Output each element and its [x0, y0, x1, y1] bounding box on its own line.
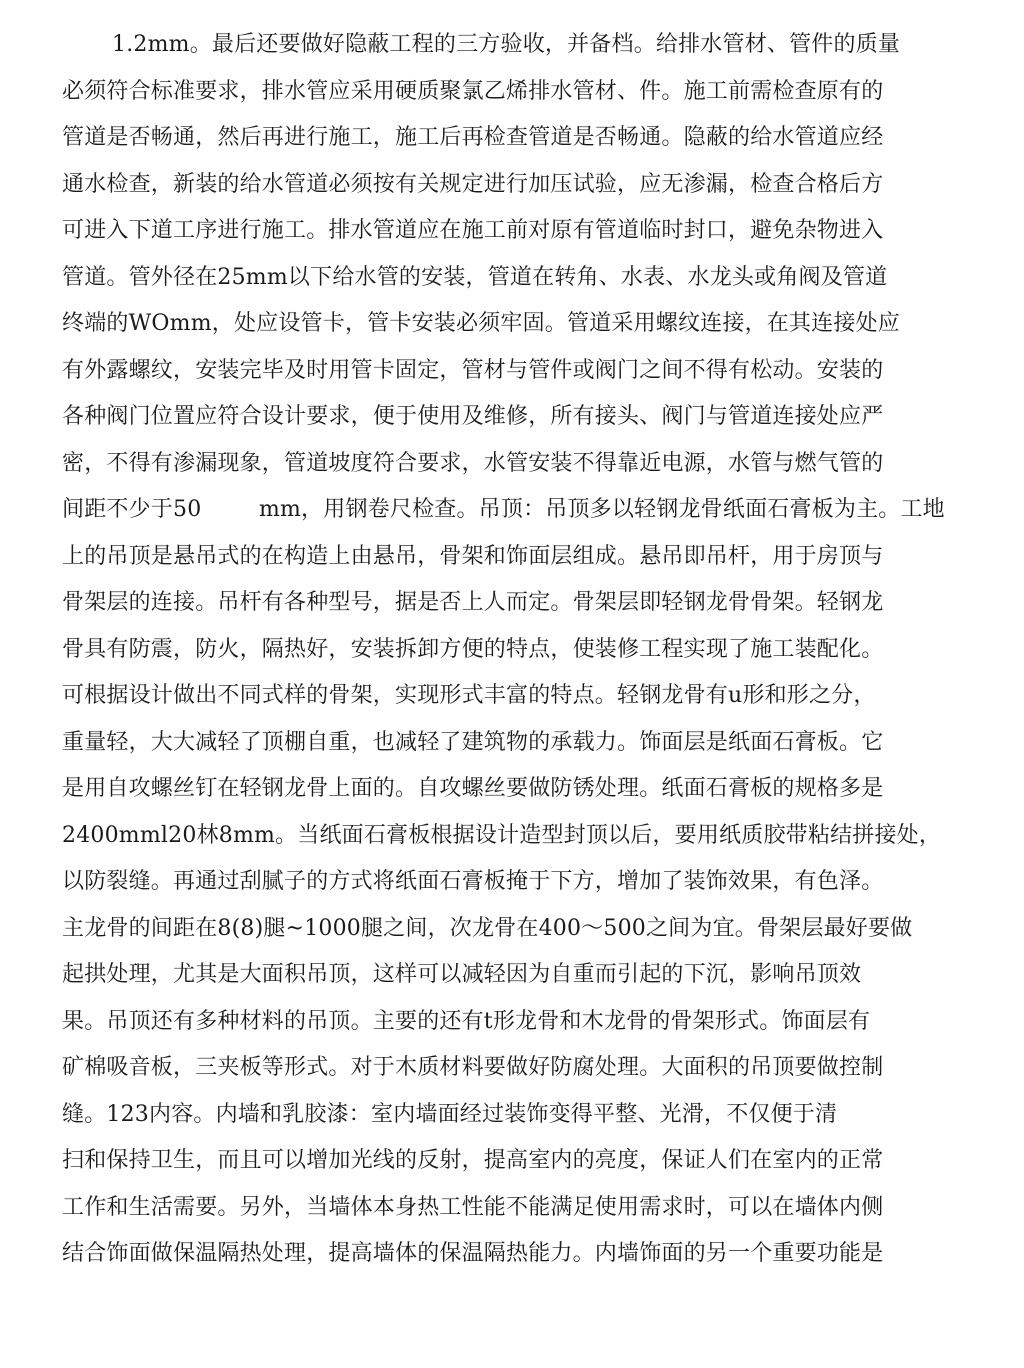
text-line: 密，不得有渗漏现象，管道坡度符合要求，水管安装不得靠近电源，水管与燃气管的: [62, 450, 884, 476]
text-line: 必须符合标准要求，排水管应采用硬质聚氯乙烯排水管材、件。施工前需检查原有的: [62, 78, 884, 104]
text-line: 矿棉吸音板，三夹板等形式。对于木质材料要做好防腐处理。大面积的吊顶要做控制: [62, 1055, 884, 1080]
text-line: 可根据设计做出不同式样的骨架，实现形式丰富的特点。轻钢龙骨有u形和形之分，: [62, 683, 876, 708]
text-line: 通水检查，新装的给水管道必须按有关规定进行加压试验，应无渗漏，检查合格后方: [62, 171, 884, 197]
text-line: 结合饰面做保温隔热处理，提高墙体的保温隔热能力。内墙饰面的另一个重要功能是: [62, 1241, 884, 1266]
text-line: 缝。123内容。内墙和乳胶漆：室内墙面经过装饰变得平整、光滑，不仅便于清: [62, 1101, 838, 1127]
text-line: 有外露螺纹，安装完毕及时用管卡固定，管材与管件或阀门之间不得有松动。安装的: [62, 357, 884, 383]
text-line: 扫和保持卫生，而且可以增加光线的反射，提高室内的亮度，保证人们在室内的正常: [62, 1148, 884, 1173]
text-line: 起拱处理，尤其是大面积吊顶，这样可以减轻因为自重而引起的下沉，影响吊顶效: [62, 962, 862, 987]
text-line: 主龙骨的间距在8(8)腿~1000腿之间，次龙骨在400～500之间为宜。骨架层最好要做: [62, 915, 913, 941]
text-line: 是用自攻螺丝钉在轻钢龙骨上面的。自攻螺丝要做防锈处理。纸面石膏板的规格多是: [62, 776, 884, 801]
text-line: 管道是否畅通，然后再进行施工，施工后再检查管道是否畅通。隐蔽的给水管道应经: [62, 125, 884, 150]
text-line: 管道。管外径在25mm以下给水管的安装，管道在转角、水表、水龙头或角阀及管道: [62, 264, 888, 290]
text-line: 2400mml20林8mm。当纸面石膏板根据设计造型封顶以后，要用纸质胶带粘结拼接处，: [62, 822, 942, 848]
text-line: 以防裂缝。再通过刮腻子的方式将纸面石膏板掩于下方，增加了装饰效果，有色泽。: [62, 869, 884, 894]
text-line: 1.2mm。最后还要做好隐蔽工程的三方验收，并备档。给排水管材、管件的质量: [112, 32, 901, 57]
text-line: 各种阀门位置应符合设计要求，便于使用及维修，所有接头、阀门与管道连接处应严: [62, 404, 884, 429]
text-line: 上的吊顶是悬吊式的在构造上由悬吊，骨架和饰面层组成。悬吊即吊杆，用于房顶与: [62, 543, 884, 569]
text-line: 工作和生活需要。另外，当墙体本身热工性能不能满足使用需求时，可以在墙体内侧: [62, 1194, 884, 1220]
text-line: 间距不少于50 mm，用钢卷尺检查。吊顶：吊顶多以轻钢龙骨纸面石膏板为主。工地: [62, 497, 945, 522]
text-line: 终端的WOmm，处应设管卡，管卡安装必须牢固。管道采用螺纹连接，在其连接处应: [62, 311, 900, 336]
text-line: 骨架层的连接。吊杆有各种型号，据是否上人而定。骨架层即轻钢龙骨骨架。轻钢龙: [62, 590, 884, 615]
text-line: 可进入下道工序进行施工。排水管道应在施工前对原有管道临时封口，避免杂物进入: [62, 218, 884, 243]
text-line: 果。吊顶还有多种材料的吊顶。主要的还有t形龙骨和木龙骨的骨架形式。饰面层有: [62, 1008, 871, 1034]
text-line: 骨具有防震，防火，隔热好，安装拆卸方便的特点，使装修工程实现了施工装配化。: [62, 636, 884, 662]
text-line: 重量轻，大大减轻了顶棚自重，也减轻了建筑物的承载力。饰面层是纸面石膏板。它: [62, 729, 884, 755]
document-body: [0, 22, 1024, 1278]
